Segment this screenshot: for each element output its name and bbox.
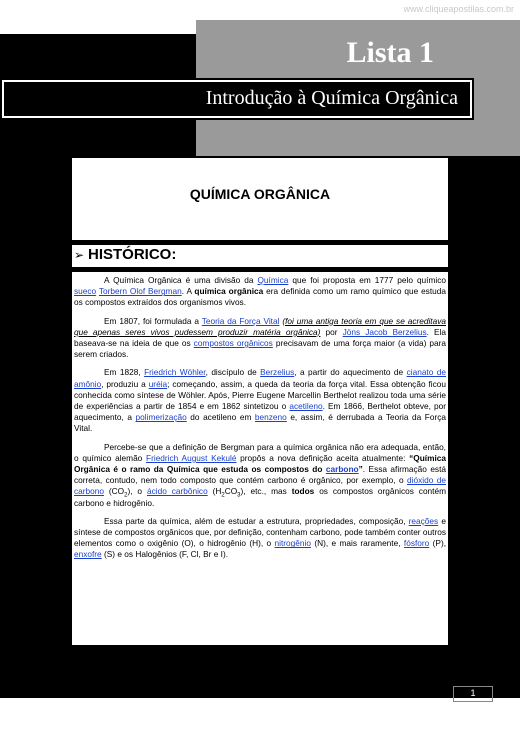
- bold-quote-close: ”: [358, 464, 363, 475]
- link-benzeno[interactable]: benzeno: [254, 412, 287, 423]
- italic-note: (foi uma antiga teoria em que se acreditava que apenas seres vivos pudessem produzir matéria orgânica): [74, 315, 446, 337]
- text: CO: [224, 486, 238, 497]
- link-ureia[interactable]: uréia: [148, 378, 168, 389]
- paragraph-1: [74, 275, 446, 309]
- link-nitrogenio[interactable]: nitrogênio: [274, 538, 311, 549]
- link-acetileno[interactable]: acetileno: [289, 401, 323, 412]
- link-carbono[interactable]: carbono: [325, 464, 359, 475]
- paragraph-3: [74, 367, 446, 434]
- text: , a partir do aquecimento de: [294, 367, 407, 378]
- text: . Essa afirmação está correta, contudo, nem todo composto que contém carbono é orgânico, por exemplo, o: [74, 464, 446, 486]
- subscript: 2: [124, 493, 128, 500]
- link-sueco[interactable]: sueco: [74, 286, 97, 297]
- text: A Química Orgânica é uma divisão da: [104, 275, 258, 285]
- text: ), etc., mas: [240, 486, 292, 497]
- paragraph-5: [74, 516, 446, 561]
- text: precisavam de uma força maior (a vida) para serem criados.: [74, 338, 446, 360]
- section-title: QUÍMICA ORGÂNICA: [189, 186, 331, 202]
- text: e, assim, é derrubada a Teoria da Força Vital.: [74, 412, 447, 434]
- text: era definida como um ramo químico que estuda os compostos extraídos dos organismos vivos.: [74, 286, 446, 308]
- subscript: 2: [221, 493, 225, 500]
- text: e síntese de compostos orgânicos que, por definição, contenham carbono, pode também conter outros elementos como o oxigênio (O), o hidrogênio (H), o: [74, 515, 446, 549]
- link-cianato-amonio[interactable]: cianato de amônio: [74, 367, 446, 389]
- link-compostos-organicos[interactable]: compostos orgânicos: [193, 338, 273, 349]
- content-body: [72, 272, 448, 645]
- page-subtitle: Introdução à Química Orgânica: [205, 87, 458, 109]
- text: (P),: [429, 538, 447, 549]
- watermark-url: www.cliqueapostilas.com.br: [403, 4, 514, 14]
- paragraph-4: [74, 442, 446, 509]
- link-fosforo[interactable]: fósforo: [403, 538, 430, 549]
- arrow-bullet-icon: ➢: [74, 248, 85, 262]
- text: os compostos orgânicos contém carbono e hidrogênio.: [74, 486, 446, 508]
- link-kekule[interactable]: Friedrich August Kekulé: [146, 452, 237, 463]
- text: Em 1807, foi formulada a: [104, 315, 202, 326]
- link-friedrich-wohler[interactable]: Friedrich Wöhler: [144, 367, 206, 378]
- historico-heading: [72, 245, 448, 267]
- text: Percebe-se que a definição de Bergman para a química orgânica não era adequada, então, o químico alemão: [74, 441, 446, 463]
- link-torbern-bergman[interactable]: Torbern Olof Bergman: [98, 286, 182, 297]
- text: . Ela baseava-se na ideia de que os: [74, 326, 447, 349]
- text: por: [320, 326, 343, 337]
- text: propôs a nova definição aceita atualmente:: [236, 452, 410, 463]
- link-quimica[interactable]: Química: [257, 275, 289, 285]
- link-teoria-forca-vital[interactable]: Teoria da Força Vital: [201, 315, 280, 326]
- subscript: 3: [237, 493, 241, 500]
- text: do acetileno em: [186, 412, 255, 423]
- paragraph-2: [74, 316, 446, 361]
- text: (N), e mais raramente,: [310, 538, 404, 549]
- text: ), o: [127, 486, 147, 497]
- link-enxofre[interactable]: enxofre: [74, 549, 102, 560]
- text: (S) e os Halogênios (F, Cl, Br e I).: [101, 549, 229, 560]
- text: , produziu a: [101, 378, 149, 389]
- bold-definition: “Química Orgânica é o ramo da Química que estuda os compostos do: [74, 452, 446, 475]
- text: . Em 1866, Berthelot obteve, por aquecimento, a: [74, 401, 446, 423]
- link-berzelius-2[interactable]: Berzelius: [260, 367, 295, 378]
- section-title-box: [72, 158, 448, 240]
- historico-label: HISTÓRICO:: [88, 246, 177, 263]
- text: (CO: [103, 486, 125, 497]
- bold-text: química orgânica: [194, 286, 264, 297]
- bold-text: todos: [291, 486, 315, 497]
- link-berzelius[interactable]: Jöns Jacob Berzelius: [342, 326, 427, 337]
- text: . A: [181, 286, 195, 297]
- text: que foi proposta em 1777 pelo químico: [288, 275, 446, 285]
- subtitle-banner: [2, 80, 472, 118]
- text: (H: [207, 486, 222, 497]
- link-acido-carbonico[interactable]: ácido carbônico: [146, 486, 208, 497]
- page-number-box: [453, 686, 493, 702]
- link-dioxido-carbono[interactable]: dióxido de carbono: [74, 475, 446, 497]
- link-polimerizacao[interactable]: polimerização: [135, 412, 187, 423]
- link-reacoes[interactable]: reações: [408, 515, 439, 526]
- page-title: Lista 1: [346, 36, 434, 69]
- text: Em 1828,: [104, 367, 145, 378]
- page-number: 1: [470, 688, 476, 698]
- text: ; começando, assim, a queda da teoria da força vital. Essa obtenção ficou conhecida como síntese de Wöhler. Após, Pierre Eugene Marcellin Berthelot realizou toda uma série de experiências a partir de 1854 e em 1862 sintetizou o: [74, 378, 446, 412]
- text: , discípulo de: [205, 367, 261, 378]
- text: Essa parte da química, além de estudar a estrutura, propriedades, composição,: [104, 515, 409, 526]
